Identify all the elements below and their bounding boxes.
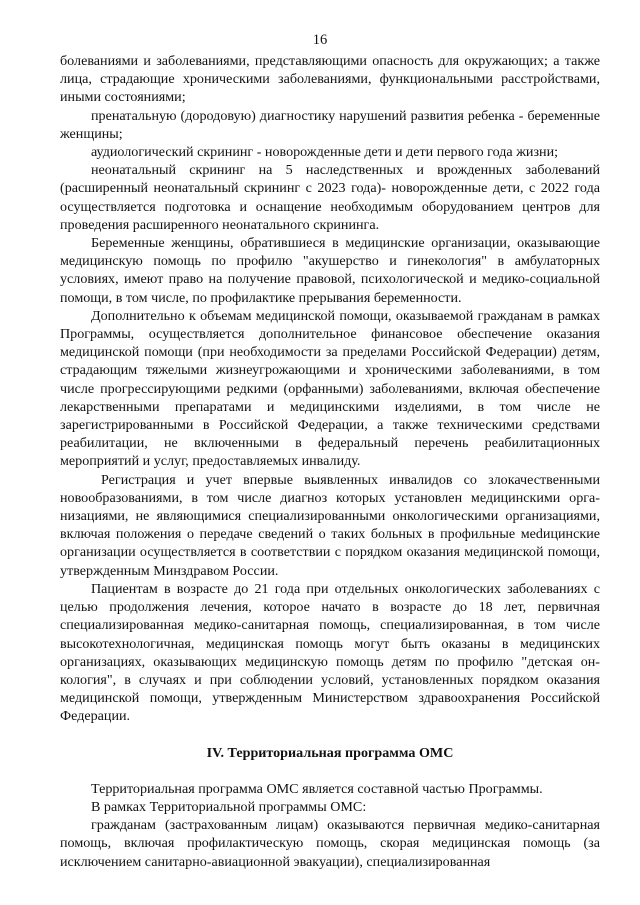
page-number: 16 [312, 32, 328, 48]
document-body [60, 52, 600, 871]
paragraph: Территориальная программа ОМС является составной частью Программы. [91, 780, 543, 797]
paragraph: Регистрация и учет впервые выявленных инвалидов со злокачественными новообразованиями, в том числе диагноз которых установлен медицинскими организациями, не являющимися специализированными онкологическими организациями, включая положения о передаче сведений о таких больных в профильные меdицинские организации осуществляется в соответствии с порядком оказания медицинской помощи, утвержденным Минздравом России. [60, 471, 600, 579]
paragraph: Беременные женщины, обратившиеся в медицинские организации, оказывающие медицинскую помощь по профилю "акушерство и гинекология" в амбулаторных условиях, имеют право на получение правовой, психологической и медико-социальной помощи, в том числе, по профилактике прерывания беременности. [60, 235, 600, 306]
section-heading: IV. Территориальная программа ОМС [206, 744, 454, 761]
paragraph: В рамках Территориальной программы ОМС: [91, 798, 367, 815]
paragraph: пренатальную (дородовую) диагностику нарушений развития ребенка - беременные женщины; [60, 107, 600, 142]
paragraph: аудиологический скрининг - новорожденные дети и дети первого года жизни; [91, 144, 559, 161]
paragraph: неонатальный скрининг на 5 наследственных и врожденных заболеваний (расширенный неонатальный скрининг с 2023 года)- новорожденные дети, с 2022 года осуществляется подготовка и оснащение необходимым оборудованием центров для проведения расширенного неонатального скрининга. [60, 162, 600, 233]
paragraph: болеваниями и заболеваниями, представляющими опасность для окружающих; а также лица, страдающие хроническими заболеваниями, функциональными расстройствами, иными состояниями; [60, 53, 600, 106]
paragraph: Дополнительно к объемам медицинской помощи, оказываемой гражданам в рамках Программы, осуществляется дополнительное финансовое обеспечение оказания медицинской помощи (при необходимости за пределами Российской Федерации) детям, страдающим тяжелыми жизнеугрожающими и хроническими заболеваниями, в том числе прогрессирующими редкими (орфанными) заболеваниями, включая обеспечение лекарственными препаратами и медицинскими изделиями, в том числе не зарегистрированными в Российской Федерации, а также техническими средствами реабилитации, не включенными в федеральный перечень реабилитационных мероприятий и услуг, предоставляемых инвалиду. [60, 307, 600, 470]
paragraph: Пациентам в возрасте до 21 года при отдельных онкологических заболеваниях с целью продолжения лечения, которое начато в возрасте до 18 лет, первичная специализированная медико-санитарная помощь, специализированная, в том числе высокотехнологичная, медицинская помощь могут быть оказаны в медицинских организациях, оказывающих медицинскую помощь детям по профилю "детская онкология", в случаях и при соблюдении условий, установленных порядком оказания медицинской помощи, утвержденным Министерством здравоохранения Российской Федерации. [60, 580, 600, 725]
paragraph: гражданам (застрахованным лицам) оказываются первичная медико-санитарная помощь, включая профилактическую помощь, скорая медицинская помощь (за исключением санитарно-авиационной эвакуации), специализированная [60, 817, 600, 870]
